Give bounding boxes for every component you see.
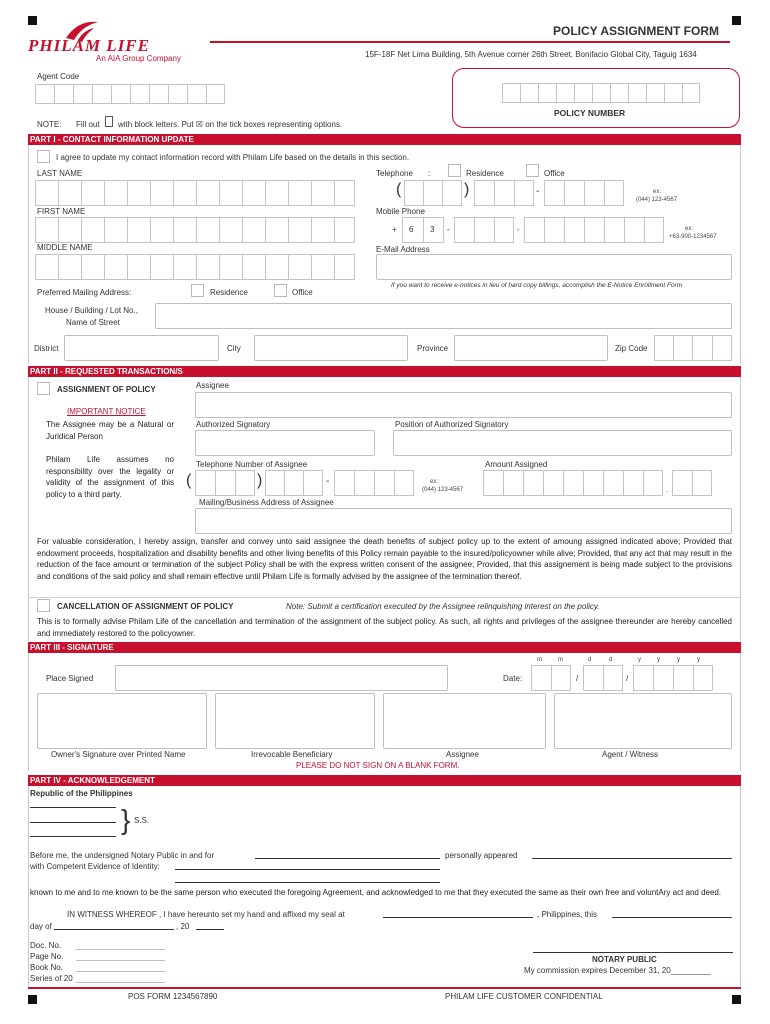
telephone-dash: -: [536, 186, 540, 197]
registration-mark-bl: [28, 995, 37, 1004]
form-title: POLICY ASSIGNMENT FORM: [553, 24, 720, 38]
date-slash-1: /: [576, 674, 579, 683]
mailing-office-label: Office: [292, 288, 313, 297]
house-street-input[interactable]: [155, 303, 732, 329]
date-letter-y2: y: [657, 657, 660, 663]
republic-label: Republic of the Philippines: [30, 789, 133, 798]
amount-assigned-input[interactable]: [483, 470, 663, 496]
telephone-area-input[interactable]: [404, 180, 462, 206]
first-name-label: FIRST NAME: [37, 207, 86, 216]
telephone-colon: :: [428, 169, 431, 178]
telephone-open-paren: (: [396, 181, 402, 198]
mailing-residence-label: Residence: [210, 288, 248, 297]
tel-assignee-open-paren: (: [186, 472, 192, 489]
first-name-input[interactable]: [35, 217, 355, 243]
commission-text: My commission expires December 31, 20_________: [524, 966, 711, 975]
brand-logo: [28, 18, 208, 64]
mailing-assignee-label: Mailing/Business Address of Assignee: [199, 498, 334, 507]
note-text: with block letters. Put ☒ on the tick boxes representing options.: [118, 120, 343, 129]
part3-header: PART III - SIGNATURE: [28, 642, 741, 653]
authorized-signatory-input[interactable]: [195, 430, 375, 456]
year-text: , 20: [176, 922, 190, 931]
note-sample-box: [105, 116, 113, 127]
doc-no-label: Doc. No.: [30, 941, 62, 950]
amount-assigned-label: Amount Assigned: [485, 460, 548, 469]
this-day-line[interactable]: [612, 917, 732, 918]
appeared-name-line[interactable]: [532, 858, 732, 859]
position-signatory-label: Position of Authorized Signatory: [395, 420, 509, 429]
year-line[interactable]: [196, 929, 224, 930]
mailing-label: Preferred Mailing Address:: [37, 288, 132, 297]
amount-decimal-point: .: [666, 485, 669, 494]
amount-cents-input[interactable]: [672, 470, 712, 496]
place-signed-label: Place Signed: [46, 674, 94, 683]
policy-number-input[interactable]: [502, 83, 700, 103]
date-letter-y1: y: [638, 657, 641, 663]
philippines-text: , Philippines, this: [537, 910, 598, 919]
agree-update-text: I agree to update my contact information record with Philam Life based on the details in this section.: [56, 153, 410, 162]
middle-name-input[interactable]: [35, 254, 355, 280]
city-label: City: [227, 344, 241, 353]
mobile-digit-3: 3: [430, 225, 435, 234]
agent-code-label: Agent Code: [37, 72, 80, 81]
mobile-phone-label: Mobile Phone: [376, 207, 425, 216]
tel-assignee-example-label: ex:: [430, 479, 439, 485]
registration-mark-br: [732, 995, 741, 1004]
date-letter-m1: m: [537, 657, 542, 663]
cancellation-checkbox[interactable]: [37, 599, 50, 612]
part4-header: PART IV - ACKNOWLEDGEMENT: [28, 775, 741, 786]
notice-responsibility: Philam Life assumes no responsibility over the legality or validity of the assignment of this policy to a third party.: [46, 455, 174, 499]
agree-update-checkbox[interactable]: [37, 150, 50, 163]
day-of-line[interactable]: [54, 929, 174, 930]
mailing-residence-checkbox[interactable]: [191, 284, 204, 297]
policy-number-label: POLICY NUMBER: [554, 108, 626, 118]
tel-assignee-label: Telephone Number of Assignee: [196, 460, 308, 469]
mobile-plus: +: [392, 225, 397, 234]
agent-witness-box[interactable]: [554, 693, 732, 749]
brand-subtitle: An AIA Group Company: [96, 54, 181, 63]
mailing-assignee-input[interactable]: [195, 508, 732, 534]
tel-assignee-area-input[interactable]: [195, 470, 255, 496]
district-input[interactable]: [64, 335, 219, 361]
province-input[interactable]: [454, 335, 608, 361]
irrevocable-beneficiary-box[interactable]: [215, 693, 375, 749]
district-label: District: [34, 344, 59, 353]
notary-signature-line[interactable]: [533, 952, 733, 953]
evidence-line-2[interactable]: [175, 882, 440, 883]
seal-place-line[interactable]: [383, 917, 533, 918]
page-no-label: Page No.: [30, 952, 64, 961]
mobile-prefix-input[interactable]: [454, 217, 514, 243]
part2-divider: [28, 597, 741, 598]
company-address: 15F-18F Net Lima Building, 5th Avenue corner 26th Street, Bonifacio Global City, Taguig 1634: [365, 50, 697, 59]
agent-witness-label: Agent / Witness: [602, 750, 659, 759]
date-year-input[interactable]: [633, 665, 713, 691]
notary-public-label: NOTARY PUBLIC: [592, 955, 657, 964]
enotice-text: If you want to receive e-notices in lieu of hard copy billings, accomplish the E-Notice Enrollment Form: [391, 282, 683, 289]
part2-header: PART II - REQUESTED TRANSACTION/S: [28, 366, 741, 377]
cancellation-title: CANCELLATION OF ASSIGNMENT OF POLICY: [57, 602, 234, 611]
telephone-office-checkbox[interactable]: [526, 164, 539, 177]
assignee-signature-box[interactable]: [383, 693, 546, 749]
last-name-label: LAST NAME: [37, 169, 83, 178]
mobile-example: +63-900-1234567: [669, 234, 717, 240]
ss-brace: }: [121, 804, 131, 835]
date-day-input[interactable]: [583, 665, 623, 691]
part1-header: PART I - CONTACT INFORMATION UPDATE: [28, 134, 741, 145]
competent-evidence-text: with Competent Evidence of Identity:: [30, 862, 160, 871]
position-signatory-input[interactable]: [393, 430, 732, 456]
book-no-line[interactable]: ____________________: [76, 963, 165, 972]
house-label-1: House / Building / Lot No.,: [45, 306, 138, 315]
telephone-example-label: ex:: [653, 189, 662, 195]
note-fill: Fill out: [76, 120, 100, 129]
authorized-signatory-label: Authorized Signatory: [196, 420, 271, 429]
email-input[interactable]: [376, 254, 732, 280]
last-name-input[interactable]: [35, 180, 355, 206]
note-prefix: NOTE:: [37, 120, 62, 129]
blank-form-warning: PLEASE DO NOT SIGN ON A BLANK FORM.: [296, 761, 460, 770]
notice-natural-juridical: The Assignee may be a Natural or Juridical Person: [46, 420, 174, 441]
mobile-dash-2: -: [517, 225, 520, 234]
before-me-text: Before me, the undersigned Notary Public in and for: [30, 851, 215, 860]
tel-assignee-number-input[interactable]: [265, 470, 323, 496]
venue-line-2[interactable]: [30, 822, 116, 823]
house-label-2: Name of Street: [66, 318, 120, 327]
telephone-example: (044) 123-4567: [636, 197, 678, 203]
zip-label: Zip Code: [615, 344, 648, 353]
telephone-close-paren: ): [464, 181, 470, 198]
venue-line-1[interactable]: [30, 807, 116, 808]
date-letter-d1: d: [588, 657, 592, 663]
date-label: Date:: [503, 674, 523, 683]
doc-no-line[interactable]: ____________________: [76, 941, 165, 950]
series-line[interactable]: ____________________: [76, 974, 165, 983]
assignee-signature-label: Assignee: [446, 750, 479, 759]
date-month-input[interactable]: [531, 665, 571, 691]
tel-assignee-close-paren: ): [257, 472, 263, 489]
venue-line-3[interactable]: [30, 836, 116, 837]
assignment-checkbox[interactable]: [37, 382, 50, 395]
agent-code-input[interactable]: [35, 84, 225, 104]
province-label: Province: [417, 344, 449, 353]
series-label: Series of 20: [30, 974, 73, 983]
mobile-dash-1: -: [447, 225, 450, 234]
form-number: POS FORM 1234567890: [128, 992, 218, 1001]
page-no-line[interactable]: ____________________: [76, 952, 165, 961]
mobile-number-input[interactable]: [524, 217, 664, 243]
registration-mark-tr: [732, 16, 741, 25]
place-signed-input[interactable]: [115, 665, 448, 691]
footer-rule: [28, 987, 741, 989]
date-letter-y3: y: [677, 657, 680, 663]
owner-signature-box[interactable]: [37, 693, 207, 749]
telephone-number-input-2[interactable]: [544, 180, 624, 206]
assignee-label: Assignee: [196, 381, 229, 390]
confidential-label: PHILAM LIFE CUSTOMER CONFIDENTIAL: [445, 992, 603, 1001]
telephone-residence-label: Residence: [466, 169, 504, 178]
tel-assignee-dash: -: [326, 476, 330, 487]
personally-appeared-text: personally appeared: [445, 851, 518, 860]
date-letter-y4: y: [697, 657, 700, 663]
owner-signature-label: Owner's Signature over Printed Name: [51, 750, 186, 759]
notary-jurisdiction-line[interactable]: [255, 858, 440, 859]
day-of-text: day of: [30, 922, 52, 931]
assignment-title: ASSIGNMENT OF POLICY: [57, 385, 156, 394]
email-label: E-Mail Address: [376, 245, 430, 254]
mobile-digit-6: 6: [409, 225, 414, 234]
brand-name: PHILAM LIFE: [28, 36, 150, 55]
zip-input[interactable]: [654, 335, 732, 361]
tel-assignee-example: (044) 123-4567: [422, 487, 464, 493]
telephone-label: Telephone: [376, 169, 413, 178]
cancellation-note: Note: Submit a certification executed by the Assignee relinquishing interest on the policy.: [286, 602, 600, 611]
mobile-example-label: ex:: [685, 226, 694, 232]
cancellation-text: This is to formally advise Philam Life of the cancellation and termination of the assignment of the subject policy. As such, all rights and privileges of the assignee thereunder are hereby cancelled and immediately restored to the policyowner.: [37, 617, 732, 638]
witness-text: IN WITNESS WHEREOF , I have hereunto set my hand and affixed my seal at: [67, 910, 345, 919]
tel-assignee-number-input-2[interactable]: [334, 470, 414, 496]
ss-label: S.S.: [134, 816, 150, 825]
telephone-number-input[interactable]: [474, 180, 534, 206]
header-rule: [210, 41, 730, 43]
important-notice: IMPORTANT NOTICE: [67, 407, 146, 416]
consideration-text: For valuable consideration, I hereby assign, transfer and convey unto said assignee the death benefits of subject policy up to the extent of amoung assigned indicated above; Provided that endowment proceeds, hospitalization and disability benefits and other living benefits of this Policy remain payable to the insured/policyowner while alive; Provided, that any act that may result in the reduction of the face amount or termination of the subject Policy shall be with the express written consent of the assignee; Provided, that this assignement is being made subject to the provisions and conditions of the said policy and shall remain effective until Philam Life is formally advised by the assignee of the termination thereof.: [37, 537, 732, 581]
mailing-office-checkbox[interactable]: [274, 284, 287, 297]
assignee-input[interactable]: [195, 392, 732, 418]
irrevocable-label: Irrevocable Beneficiary: [251, 750, 333, 759]
evidence-line-1[interactable]: [175, 869, 440, 870]
date-letter-d2: d: [609, 657, 613, 663]
telephone-residence-checkbox[interactable]: [448, 164, 461, 177]
known-text: known to me and to me known to be the same person who executed the foregoing Agreement, and acknowledged to me that they executed the same as their own free and voluntAry act and deed.: [30, 888, 722, 897]
date-letter-m2: m: [558, 657, 563, 663]
date-slash-2: /: [626, 674, 629, 683]
middle-name-label: MIDDLE NAME: [37, 243, 93, 252]
telephone-office-label: Office: [544, 169, 565, 178]
book-no-label: Book No.: [30, 963, 63, 972]
city-input[interactable]: [254, 335, 408, 361]
